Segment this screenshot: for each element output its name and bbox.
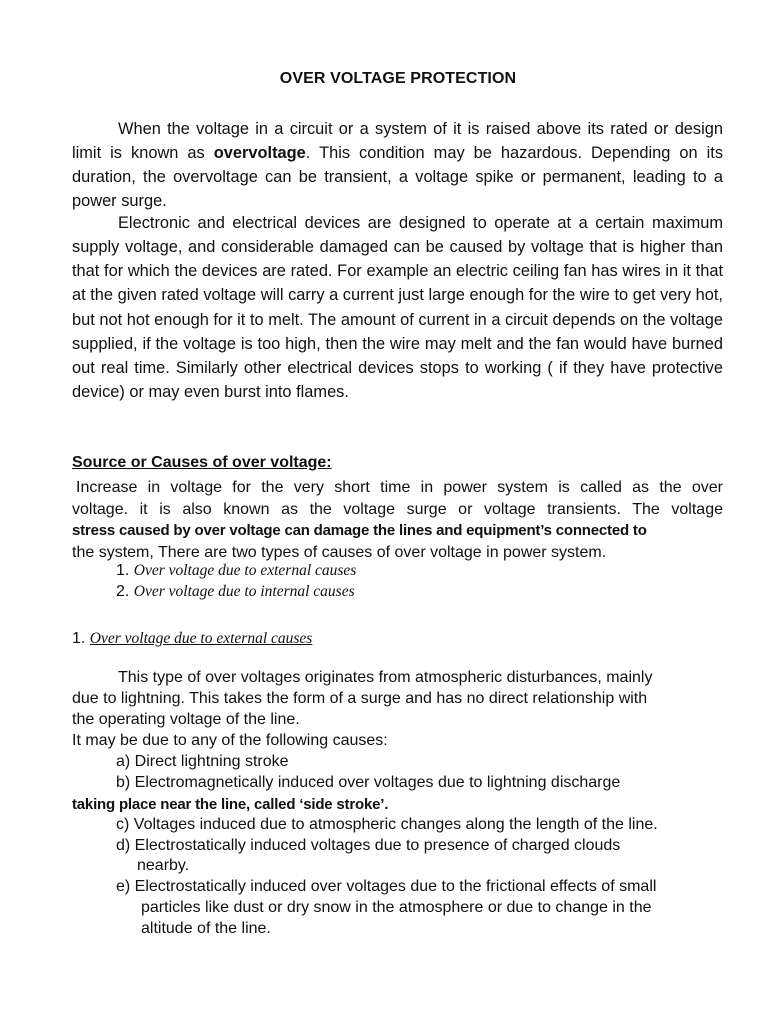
causes-line-1: Increase in voltage for the very short time in power system is called as the over <box>76 479 723 496</box>
overvoltage-term: overvoltage <box>213 144 306 163</box>
list-item-e-continuation-2: altitude of the line. <box>141 920 271 937</box>
external-causes-heading <box>72 630 312 648</box>
list-item-b-continuation: taking place near the line, called ‘side stroke’. <box>72 796 389 813</box>
list-item-a: a) Direct lightning stroke <box>116 753 289 770</box>
intro-text-start: When the voltage in a circuit or a system of it is raised above its rated or design limit is known as <box>72 120 723 163</box>
list-item-c: c) Voltages induced due to atmospheric changes along the length of the line. <box>116 816 658 833</box>
causes-heading: Source or Causes of over voltage: <box>72 454 332 471</box>
intro-paragraph-2: Electronic and electrical devices are designed to operate at a certain maximum supply voltage, and considerable damaged can be caused by voltage that is higher than that for which the devices are rated. For example an electric ceiling fan has wires in it that at the given rated voltage will carry a current just large enough for the wire to get very hot, but not hot enough for it to melt. The amount of current in a circuit depends on the voltage supplied, if the voltage is too high, then the wire may melt and the fan would have burned out real time. Similarly other electrical devices stops to working ( if they have protective device) or may even burst into flames. <box>72 214 723 402</box>
external-causes-intro: It may be due to any of the following causes: <box>72 732 388 749</box>
external-paragraph-line-2: due to lightning. This takes the form of a surge and has no direct relationship with <box>72 690 648 707</box>
intro-text-end: . This condition may be hazardous. Depending on its duration, the overvoltage can be transient, a voltage spike or permanent, leading to a power surge. <box>72 144 724 211</box>
external-paragraph-line-3: the operating voltage of the line. <box>72 711 300 728</box>
cause-item-text: Over voltage due to internal causes <box>133 583 355 600</box>
causes-line-3: stress caused by over voltage can damage the lines and equipment’s connected to <box>72 522 647 539</box>
cause-item-text: Over voltage due to external causes <box>133 562 357 579</box>
cause-item-1 <box>116 561 356 581</box>
cause-item-number: 2. <box>116 583 130 600</box>
section-number: 1. <box>72 630 86 647</box>
list-item-d: d) Electrostatically induced voltages due to presence of charged clouds <box>116 837 621 854</box>
causes-line-2: voltage. it is also known as the voltage surge or voltage transients. The voltage <box>72 500 723 518</box>
list-item-e-continuation-1: particles like dust or dry snow in the atmosphere or due to change in the <box>141 899 652 916</box>
list-item-e: e) Electrostatically induced over voltages due to the frictional effects of small <box>116 878 657 895</box>
causes-line-4: the system, There are two types of causes of over voltage in power system. <box>72 543 607 561</box>
list-item-d-continuation: nearby. <box>137 857 190 874</box>
intro-paragraph-1 <box>72 117 723 214</box>
cause-item-number: 1. <box>116 562 130 579</box>
external-paragraph-line-1: This type of over voltages originates from atmospheric disturbances, mainly <box>118 669 653 686</box>
section-title: Over voltage due to external causes <box>89 630 313 647</box>
list-item-b: b) Electromagnetically induced over voltages due to lightning discharge <box>116 774 621 791</box>
causes-paragraph <box>72 477 723 563</box>
document-title: OVER VOLTAGE PROTECTION <box>279 70 517 87</box>
cause-item-2 <box>116 582 355 602</box>
